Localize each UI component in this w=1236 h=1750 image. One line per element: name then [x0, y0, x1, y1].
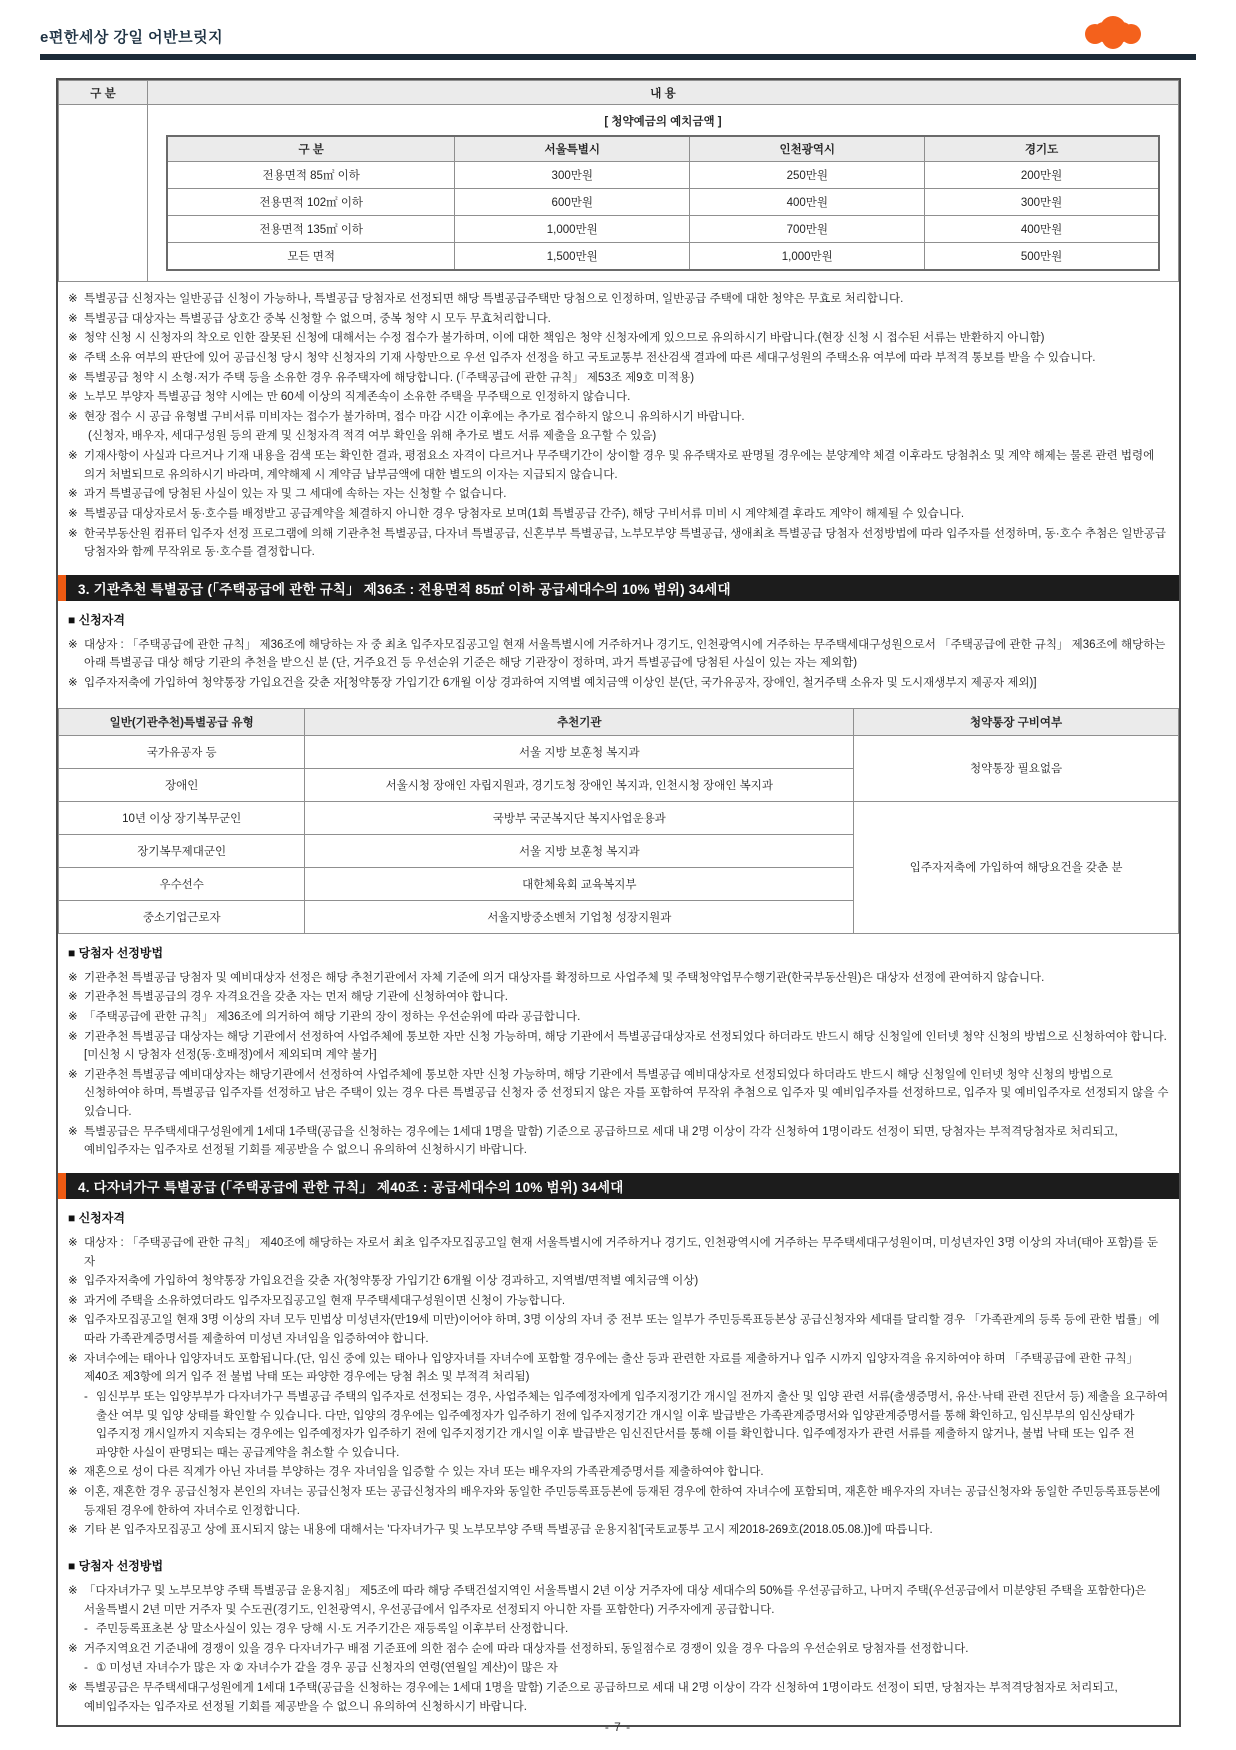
- note-marker: ※: [68, 1314, 78, 1327]
- agency-type-cell: 10년 이상 장기복무군인: [59, 801, 305, 834]
- note-item: [68, 388, 1169, 407]
- note-item: [68, 329, 1169, 348]
- note-marker: ※: [68, 410, 78, 423]
- note-text: 「다자녀가구 및 노부모부양 주택 특별공급 운용지침」 제5조에 따라 해당 주택건설지역인 서울특별시 2년 이상 거주자에 대상 세대수의 50%를 우선공급하고, 나머지 주택(우선공급에서 미분양된 주택을 포함한다)은 서울특별시 2년 미만 거주자 및 수도권(경기도, 인천광역시, 우선공급에서 입주자로 선정되지 아니한 자를 포함한다) 거주자에게 공급합니다.: [84, 1584, 1146, 1616]
- deposit-cell: 700만원: [690, 216, 925, 243]
- table-row: [59, 801, 1179, 834]
- note-marker: ※: [68, 488, 78, 501]
- note-item: [68, 1028, 1169, 1065]
- bankbook-cell: 입주자저축에 가입하여 해당요건을 갖춘 분: [854, 801, 1179, 933]
- page-number: - 7 -: [604, 1720, 632, 1734]
- note-item: [68, 1483, 1169, 1520]
- deposit-outer-empty-cell: [59, 105, 148, 282]
- section3-selection-heading: ■ 당첨자 선정방법: [68, 945, 164, 960]
- note-text: 거주지역요건 기준내에 경쟁이 있을 경우 다자녀가구 배점 기준표에 의한 점수 순에 따라 대상자를 선정하되, 동일점수로 경쟁이 있을 경우 다음의 우선순위로 당첨자를 선정합니다.: [84, 1642, 969, 1655]
- note-marker: ※: [68, 1068, 78, 1081]
- note-item: [68, 1659, 1169, 1678]
- deposit-cell: 300만원: [455, 162, 690, 189]
- note-marker: ※: [68, 1010, 78, 1023]
- agency-name-cell: 서울지방중소벤처 기업청 성장지원과: [305, 900, 854, 933]
- note-text: 입주자저축에 가입하여 청약통장 가입요건을 갖춘 자[청약통장 가입기간 6개월 이상 경과하여 지역별 예치금액 이상인 분(단, 국가유공자, 장애인, 철거주택 소유자 및 도시재생부지 제공자 제외)]: [84, 677, 1037, 689]
- note-text: 특별공급 대상자로서 동·호수를 배정받고 공급계약을 체결하지 아니한 경우 당첨자로 보며(1회 특별공급 간주), 해당 구비서류 미비 시 계약체결 후라도 계약이 해제될 수 있습니다.: [84, 507, 965, 520]
- deposit-col-header: 서울특별시: [455, 136, 690, 162]
- note-marker: ※: [68, 1236, 78, 1249]
- note-marker: ※: [68, 527, 78, 540]
- note-text: 노부모 부양자 특별공급 청약 시에는 만 60세 이상의 직계존속이 소유한 주택을 무주택으로 인정하지 않습니다.: [84, 391, 631, 404]
- note-item: [68, 485, 1169, 504]
- note-marker: ※: [68, 1486, 78, 1498]
- agency-name-cell: 서울시청 장애인 자립지원과, 경기도청 장애인 복지과, 인천시청 장애인 복지과: [305, 768, 854, 801]
- note-item: [68, 310, 1169, 329]
- agency-name-cell: 서울 지방 보훈청 복지과: [305, 735, 854, 768]
- note-marker: ※: [68, 1275, 78, 1288]
- note-text: 기관추천 특별공급 당첨자 및 예비대상자 선정은 해당 추천기관에서 자체 기준에 의거 대상자를 확정하므로 사업주체 및 주택청약업무수행기관(한국부동산원)은 대상자 선정에 관여하지 않습니다.: [84, 971, 1045, 984]
- note-text: ① 미성년 자녀수가 많은 자 ② 자녀수가 같을 경우 공급 신청자의 연령(연월일 계산)이 많은 자: [96, 1662, 558, 1675]
- note-text: 청약 신청 시 신청자의 착오로 인한 잘못된 신청에 대해서는 수정 접수가 불가하며, 이에 대한 책임은 청약 신청자에게 있으므로 유의하시기 바랍니다.(현장 신청 시 접수된 서류는 반환하지 아니함): [84, 332, 1045, 345]
- note-text: 임신부부 또는 입양부부가 다자녀가구 특별공급 주택의 입주자로 선정되는 경우, 사업주체는 입주예정자에게 입주지정기간 개시일 전까지 출산 및 입양 관련 서류(출생증명서, 유산·낙태 관련 진단서 등) 제출을 요구하여 출산 여부 및 입양 상태를 확인할 수 있습니다. 다만, 입양의 경우에는 입주예정자가 입주하기 전에 입주지정기간 개시일 이후 발급받은 가족관계증명서와 입양관계증명서를 통해 확인하고, 임신부부의 임신상태가 입주지정 개시일까지 지속되는 경우에는 입주예정자가 입주하기 전에 입주지정기간 개시일 이후 발급받은 임신진단서를 통해 이를 확인합니다. 입주예정자가 관련 서류를 제출하지 않거나, 불법 낙태 또는 입주 전 파양한 사실이 판명되는 때는 공급계약을 취소할 수 있습니다.: [96, 1390, 1169, 1459]
- note-marker: ※: [68, 1294, 78, 1307]
- table-row: [167, 162, 1159, 189]
- note-text: 대상자 : 「주택공급에 관한 규칙」 제36조에 해당하는 자 중 최초 입주자모집공고일 현재 서울특별시에 거주하거나 경기도, 인천광역시에 거주하는 무주택세대구성원으로서 「주택공급에 관한 규칙」 제36조에 해당하는 아래 특별공급 대상 해당 기관의 추천을 받으신 분 (단, 거주요건 등 우선순위 기준은 해당 기관장이 정하며, 과거 특별공급에 당첨된 사실이 있는 자는 제외함): [84, 638, 1166, 670]
- deposit-cell: 300만원: [925, 189, 1159, 216]
- header-rule: [40, 54, 1196, 60]
- note-item: [68, 427, 1169, 446]
- note-marker: ※: [68, 677, 78, 689]
- note-marker: ※: [68, 332, 78, 345]
- note-text: 입주자모집공고일 현재 3명 이상의 자녀 모두 민법상 미성년자(만19세 미만)이어야 하며, 3명 이상의 자녀 중 전부 또는 일부가 주민등록표등본상 공급신청자와 세대를 달리할 경우 「가족관계의 등록 등에 관한 법률」에 따라 가족관계증명서를 제출하여 미성년 자녀임을 입증하여야 합니다.: [84, 1314, 1160, 1345]
- section4-header-bar: [58, 1173, 1179, 1199]
- section4-selection-heading: ■ 당첨자 선정방법: [68, 1558, 164, 1573]
- note-item: [68, 1008, 1169, 1027]
- note-item: [68, 1234, 1169, 1271]
- agency-type-cell: 국가유공자 등: [59, 735, 305, 768]
- note-item: [68, 1350, 1169, 1387]
- agency-type-cell: 우수선수: [59, 867, 305, 900]
- note-item: [68, 369, 1169, 388]
- note-text: 대상자 : 「주택공급에 관한 규칙」 제40조에 해당하는 자로서 최초 입주자모집공고일 현재 서울특별시에 거주하거나 경기도, 인천광역시에 거주하는 무주택세대구성원이며, 미성년자인 3명 이상의 자녀(태아 포함)를 둔 자: [84, 1236, 1158, 1268]
- note-text: 재혼으로 성이 다른 직계가 아닌 자녀를 부양하는 경우 자녀임을 입증할 수 있는 자녀 또는 배우자의 가족관계증명서를 제출하여야 합니다.: [84, 1466, 764, 1479]
- note-marker: ※: [68, 1352, 78, 1365]
- deposit-cell: 1,000만원: [455, 216, 690, 243]
- deposit-col-header: 구 분: [167, 136, 455, 162]
- section4-eligibility-heading: ■ 신청자격: [68, 1210, 125, 1225]
- note-item: [68, 636, 1169, 673]
- section-accent-bar: [58, 575, 66, 601]
- agency-type-cell: 중소기업근로자: [59, 900, 305, 933]
- note-item: [68, 1582, 1169, 1619]
- note-marker: -: [84, 1662, 88, 1675]
- deposit-cell: 500만원: [925, 243, 1159, 271]
- table-row: [59, 735, 1179, 768]
- section4-selection-notes: [58, 1574, 1179, 1725]
- note-item: [68, 447, 1169, 484]
- bankbook-cell: 청약통장 필요없음: [854, 735, 1179, 801]
- note-text: 주민등록표초본 상 말소사실이 있는 경우 당해 시·도 거주기간은 재등록일 이후부터 산정합니다.: [96, 1623, 569, 1636]
- note-text: 특별공급 신청자는 일반공급 신청이 가능하나, 특별공급 당첨자로 선정되면 해당 특별공급주택만 당첨으로 인정하며, 일반공급 주택에 대한 청약은 무효로 처리합니다.: [84, 293, 904, 305]
- note-marker: ※: [68, 1466, 78, 1479]
- deposit-cell: 1,000만원: [690, 243, 925, 271]
- note-marker: ※: [68, 371, 78, 384]
- note-text: 과거에 주택을 소유하였더라도 입주자모집공고일 현재 무주택세대구성원이면 신청이 가능합니다.: [84, 1294, 566, 1307]
- deposit-content-cell: [148, 105, 1179, 282]
- note-text: 특별공급은 무주택세대구성원에게 1세대 1주택(공급을 신청하는 경우에는 1세대 1명을 말함) 기준으로 공급하므로 세대 내 2명 이상이 각각 신청하여 1명이라도 선정이 되면, 당첨자는 부적격당첨자로 처리되고, 예비입주자는 입주자로 선정될 기회를 제공받을 수 없으니 유의하여 신청하시기 바랍니다.: [84, 1682, 1118, 1713]
- note-item: [68, 349, 1169, 368]
- brand-title: e편한세상 강일 어반브릿지: [40, 29, 224, 46]
- deposit-cell: 400만원: [925, 216, 1159, 243]
- content-box: [56, 78, 1181, 1727]
- note-marker: ※: [68, 391, 78, 404]
- table-row: [167, 243, 1159, 271]
- note-text: 특별공급 대상자는 특별공급 상호간 중복 신청할 수 없으며, 중복 청약 시 모두 무효처리합니다.: [84, 312, 551, 325]
- deposit-outer-table: [58, 80, 1179, 282]
- deposit-cell: 전용면적 135㎡ 이하: [167, 216, 455, 243]
- note-item: [68, 1640, 1169, 1659]
- note-text: 기관추천 특별공급 대상자는 해당 기관에서 선정하여 사업주체에 통보한 자만 신청 가능하며, 해당 기관에서 특별공급대상자로 선정되었다 하더라도 반드시 해당 신청일에 인터넷 청약 신청의 방법으로 신청하여야 합니다.[미신청 시 당첨자 선정(동·호배정)에서 제외되며 계약 불가]: [84, 1030, 1167, 1062]
- note-item: [68, 525, 1169, 562]
- agency-name-cell: 대한체육회 교육복지부: [305, 867, 854, 900]
- note-text: 주택 소유 여부의 판단에 있어 공급신청 당시 청약 신청자의 기재 사항만으로 우선 입주자 선정을 하고 국토교통부 전산검색 결과에 따른 세대구성원의 주택소유 여부에 따라 부적격 통보를 받을 수 있습니다.: [84, 351, 1096, 364]
- note-marker: ※: [68, 1682, 78, 1694]
- section3-title: 3. 기관추천 특별공급 (「주택공급에 관한 규칙」 제36조 : 전용면적 85㎡ 이하 공급세대수의 10% 범위) 34세대: [78, 581, 731, 597]
- note-marker: ※: [68, 1584, 78, 1597]
- note-marker: ※: [68, 1642, 78, 1655]
- note-item: [68, 1679, 1169, 1716]
- note-marker: [72, 427, 88, 446]
- note-item: [68, 969, 1169, 988]
- deposit-cell: 200만원: [925, 162, 1159, 189]
- note-item: [68, 1311, 1169, 1348]
- section3-eligibility-heading: ■ 신청자격: [68, 612, 125, 627]
- section4-title: 4. 다자녀가구 특별공급 (「주택공급에 관한 규칙」 제40조 : 공급세대수의 10% 범위) 34세대: [78, 1179, 624, 1195]
- table-row: [167, 189, 1159, 216]
- agency-col-header: 일반(기관추천)특별공급 유형: [59, 708, 305, 735]
- note-item: [68, 290, 1169, 309]
- note-text: 한국부동산원 컴퓨터 입주자 선정 프로그램에 의해 기관추천 특별공급, 다자녀 특별공급, 신혼부부 특별공급, 노부모부양 특별공급, 생애최초 특별공급 당첨자 선정방법에 따라 입주자를 선정하며, 동·호수 추첨은 일반공급 당첨자와 함께 무작위로 동·호수를 결정합니다.: [84, 527, 1166, 559]
- note-item: [68, 1272, 1169, 1291]
- deposit-cell: 400만원: [690, 189, 925, 216]
- note-item: [68, 1066, 1169, 1122]
- note-marker: ※: [68, 450, 78, 462]
- note-text: 자녀수에는 태아나 입양자녀도 포함됩니다.(단, 임신 중에 있는 태아나 입양자녀를 자녀수에 포함할 경우에는 출산 등과 관련한 자료를 제출하거나 입주 시까지 입양자격을 유지하여야 하며 「주택공급에 관한 규칙」 제40조 제3항에 의거 입주 전 불법 낙태 또는 파양한 경우에는 당첨 취소 및 부적격 처리됨): [84, 1352, 1139, 1384]
- agency-col-header: 추천기관: [305, 708, 854, 735]
- note-text: 기재사항이 사실과 다르거나 기재 내용을 검색 또는 확인한 결과, 평점요소 자격이 다르거나 무주택기간이 상이할 경우 및 유주택자로 판명될 경우에는 분양계약 체결 이후라도 당첨취소 및 계약 해제는 물론 관련 법령에 의거 처벌되므로 유의하시기 바라며, 계약해제 시 계약금 납부금액에 대한 별도의 이자는 지급되지 않습니다.: [84, 450, 1155, 481]
- agency-type-cell: 장애인: [59, 768, 305, 801]
- note-item: [68, 1123, 1169, 1160]
- note-item: [68, 1463, 1169, 1482]
- note-text: 과거 특별공급에 당첨된 사실이 있는 자 및 그 세대에 속하는 자는 신청할 수 없습니다.: [84, 488, 507, 501]
- note-text: 기타 본 입주자모집공고 상에 표시되지 않는 내용에 대해서는 '다자녀가구 및 노부모부양 주택 특별공급 운용지침'[국토교통부 고시 제2018-269호(2018.05.08.)]에 따릅니다.: [84, 1524, 933, 1537]
- agency-name-cell: 국방부 국군복지단 복지사업운용과: [305, 801, 854, 834]
- deposit-table: [166, 135, 1160, 271]
- note-marker: ※: [68, 312, 78, 325]
- note-marker: ※: [68, 991, 78, 1004]
- note-item: [68, 674, 1169, 693]
- section3-header-bar: [58, 575, 1179, 601]
- agency-name-cell: 서울 지방 보훈청 복지과: [305, 834, 854, 867]
- note-marker: ※: [68, 971, 78, 984]
- section-accent-bar: [58, 1173, 66, 1199]
- note-item: [68, 1521, 1169, 1540]
- note-marker: -: [84, 1390, 88, 1403]
- note-text: 특별공급은 무주택세대구성원에게 1세대 1주택(공급을 신청하는 경우에는 1세대 1명을 말함) 기준으로 공급하므로 세대 내 2명 이상이 각각 신청하여 1명이라도 선정이 되면, 당첨자는 부적격당첨자로 처리되고, 예비입주자는 입주자로 선정될 기회를 제공받을 수 없으니 유의하여 신청하시기 바랍니다.: [84, 1125, 1118, 1157]
- note-item: [68, 505, 1169, 524]
- note-text: 특별공급 청약 시 소형·저가 주택 등을 소유한 경우 유주택자에 해당합니다. (「주택공급에 관한 규칙」 제53조 제9호 미적용): [84, 371, 695, 384]
- note-item: [68, 1292, 1169, 1311]
- agency-col-header: 청약통장 구비여부: [854, 708, 1179, 735]
- note-marker: ※: [68, 1125, 78, 1138]
- general-notes: [58, 282, 1179, 571]
- brand-logo-icon: [1078, 14, 1148, 54]
- page-header: [0, 0, 1236, 60]
- note-item: [68, 988, 1169, 1007]
- note-text: 현장 접수 시 공급 유형별 구비서류 미비자는 접수가 불가하며, 접수 마감 시간 이후에는 추가로 접수하지 않으니 유의하시기 바랍니다.: [84, 410, 745, 423]
- deposit-cell: 600만원: [455, 189, 690, 216]
- note-item: [68, 1620, 1169, 1639]
- note-text: 입주자저축에 가입하여 청약통장 가입요건을 갖춘 자(청약통장 가입기간 6개월 이상 경과하고, 지역별/면적별 예치금액 이상): [84, 1275, 699, 1288]
- deposit-cell: 모든 면적: [167, 243, 455, 271]
- note-item: [68, 408, 1169, 427]
- agency-table: [58, 708, 1179, 934]
- note-marker: ※: [68, 1524, 78, 1537]
- note-marker: ※: [68, 507, 78, 520]
- deposit-outer-col-content: 내 용: [148, 81, 1179, 105]
- note-text: 기관추천 특별공급 예비대상자는 해당기관에서 선정하여 사업주체에 통보한 자만 신청 가능하며, 해당 기관에서 특별공급 예비대상자로 선정되었다 하더라도 반드시 해당 신청일에 인터넷 청약 신청의 방법으로 신청하여야 하며, 특별공급 입주자를 선정하고 남은 주택이 있는 경우 다른 특별공급 신청자 중 선정되지 않은 자를 포함하여 무작위 추첨으로 입주자 및 예비입주자를 선정하므로, 입주자 및 예비입주자로 선정되지 않을 수 있습니다.: [84, 1068, 1169, 1118]
- deposit-col-header: 경기도: [925, 136, 1159, 162]
- deposit-col-header: 인천광역시: [690, 136, 925, 162]
- section4-eligibility-notes: [58, 1226, 1179, 1549]
- deposit-caption: [ 청약예금의 예치금액 ]: [604, 116, 722, 128]
- note-text: 기관추천 특별공급의 경우 자격요건을 갖춘 자는 먼저 해당 기관에 신청하여야 합니다.: [84, 991, 508, 1004]
- section3-selection-notes: [58, 961, 1179, 1169]
- note-marker: ※: [68, 1030, 78, 1043]
- note-text: 「주택공급에 관한 규칙」 제36조에 의거하여 해당 기관의 장이 정하는 우선순위에 따라 공급합니다.: [84, 1010, 581, 1023]
- deposit-cell: 전용면적 102㎡ 이하: [167, 189, 455, 216]
- deposit-cell: 250만원: [690, 162, 925, 189]
- note-item: [68, 1388, 1169, 1463]
- deposit-cell: 전용면적 85㎡ 이하: [167, 162, 455, 189]
- section3-eligibility-notes: [58, 628, 1179, 702]
- note-text: 이혼, 재혼한 경우 공급신청자 본인의 자녀는 공급신청자 또는 공급신청자의 배우자와 동일한 주민등록표등본에 등재된 경우에 한하여 자녀수에 포함되며, 재혼한 배우자의 자녀는 공급신청자와 동일한 주민등록표등본에 등재된 경우에 한하여 자녀수로 인정합니다.: [84, 1486, 1161, 1517]
- note-marker: ※: [68, 351, 78, 364]
- agency-type-cell: 장기복무제대군인: [59, 834, 305, 867]
- note-marker: -: [84, 1623, 88, 1636]
- note-text: (신청자, 배우자, 세대구성원 등의 관계 및 신청자격 적격 여부 확인을 위해 추가로 별도 서류 제출을 요구할 수 있음): [88, 430, 657, 443]
- note-marker: ※: [68, 638, 78, 651]
- note-marker: ※: [68, 293, 78, 305]
- table-row: [167, 216, 1159, 243]
- deposit-outer-col-gubun: 구 분: [59, 81, 148, 105]
- deposit-cell: 1,500만원: [455, 243, 690, 271]
